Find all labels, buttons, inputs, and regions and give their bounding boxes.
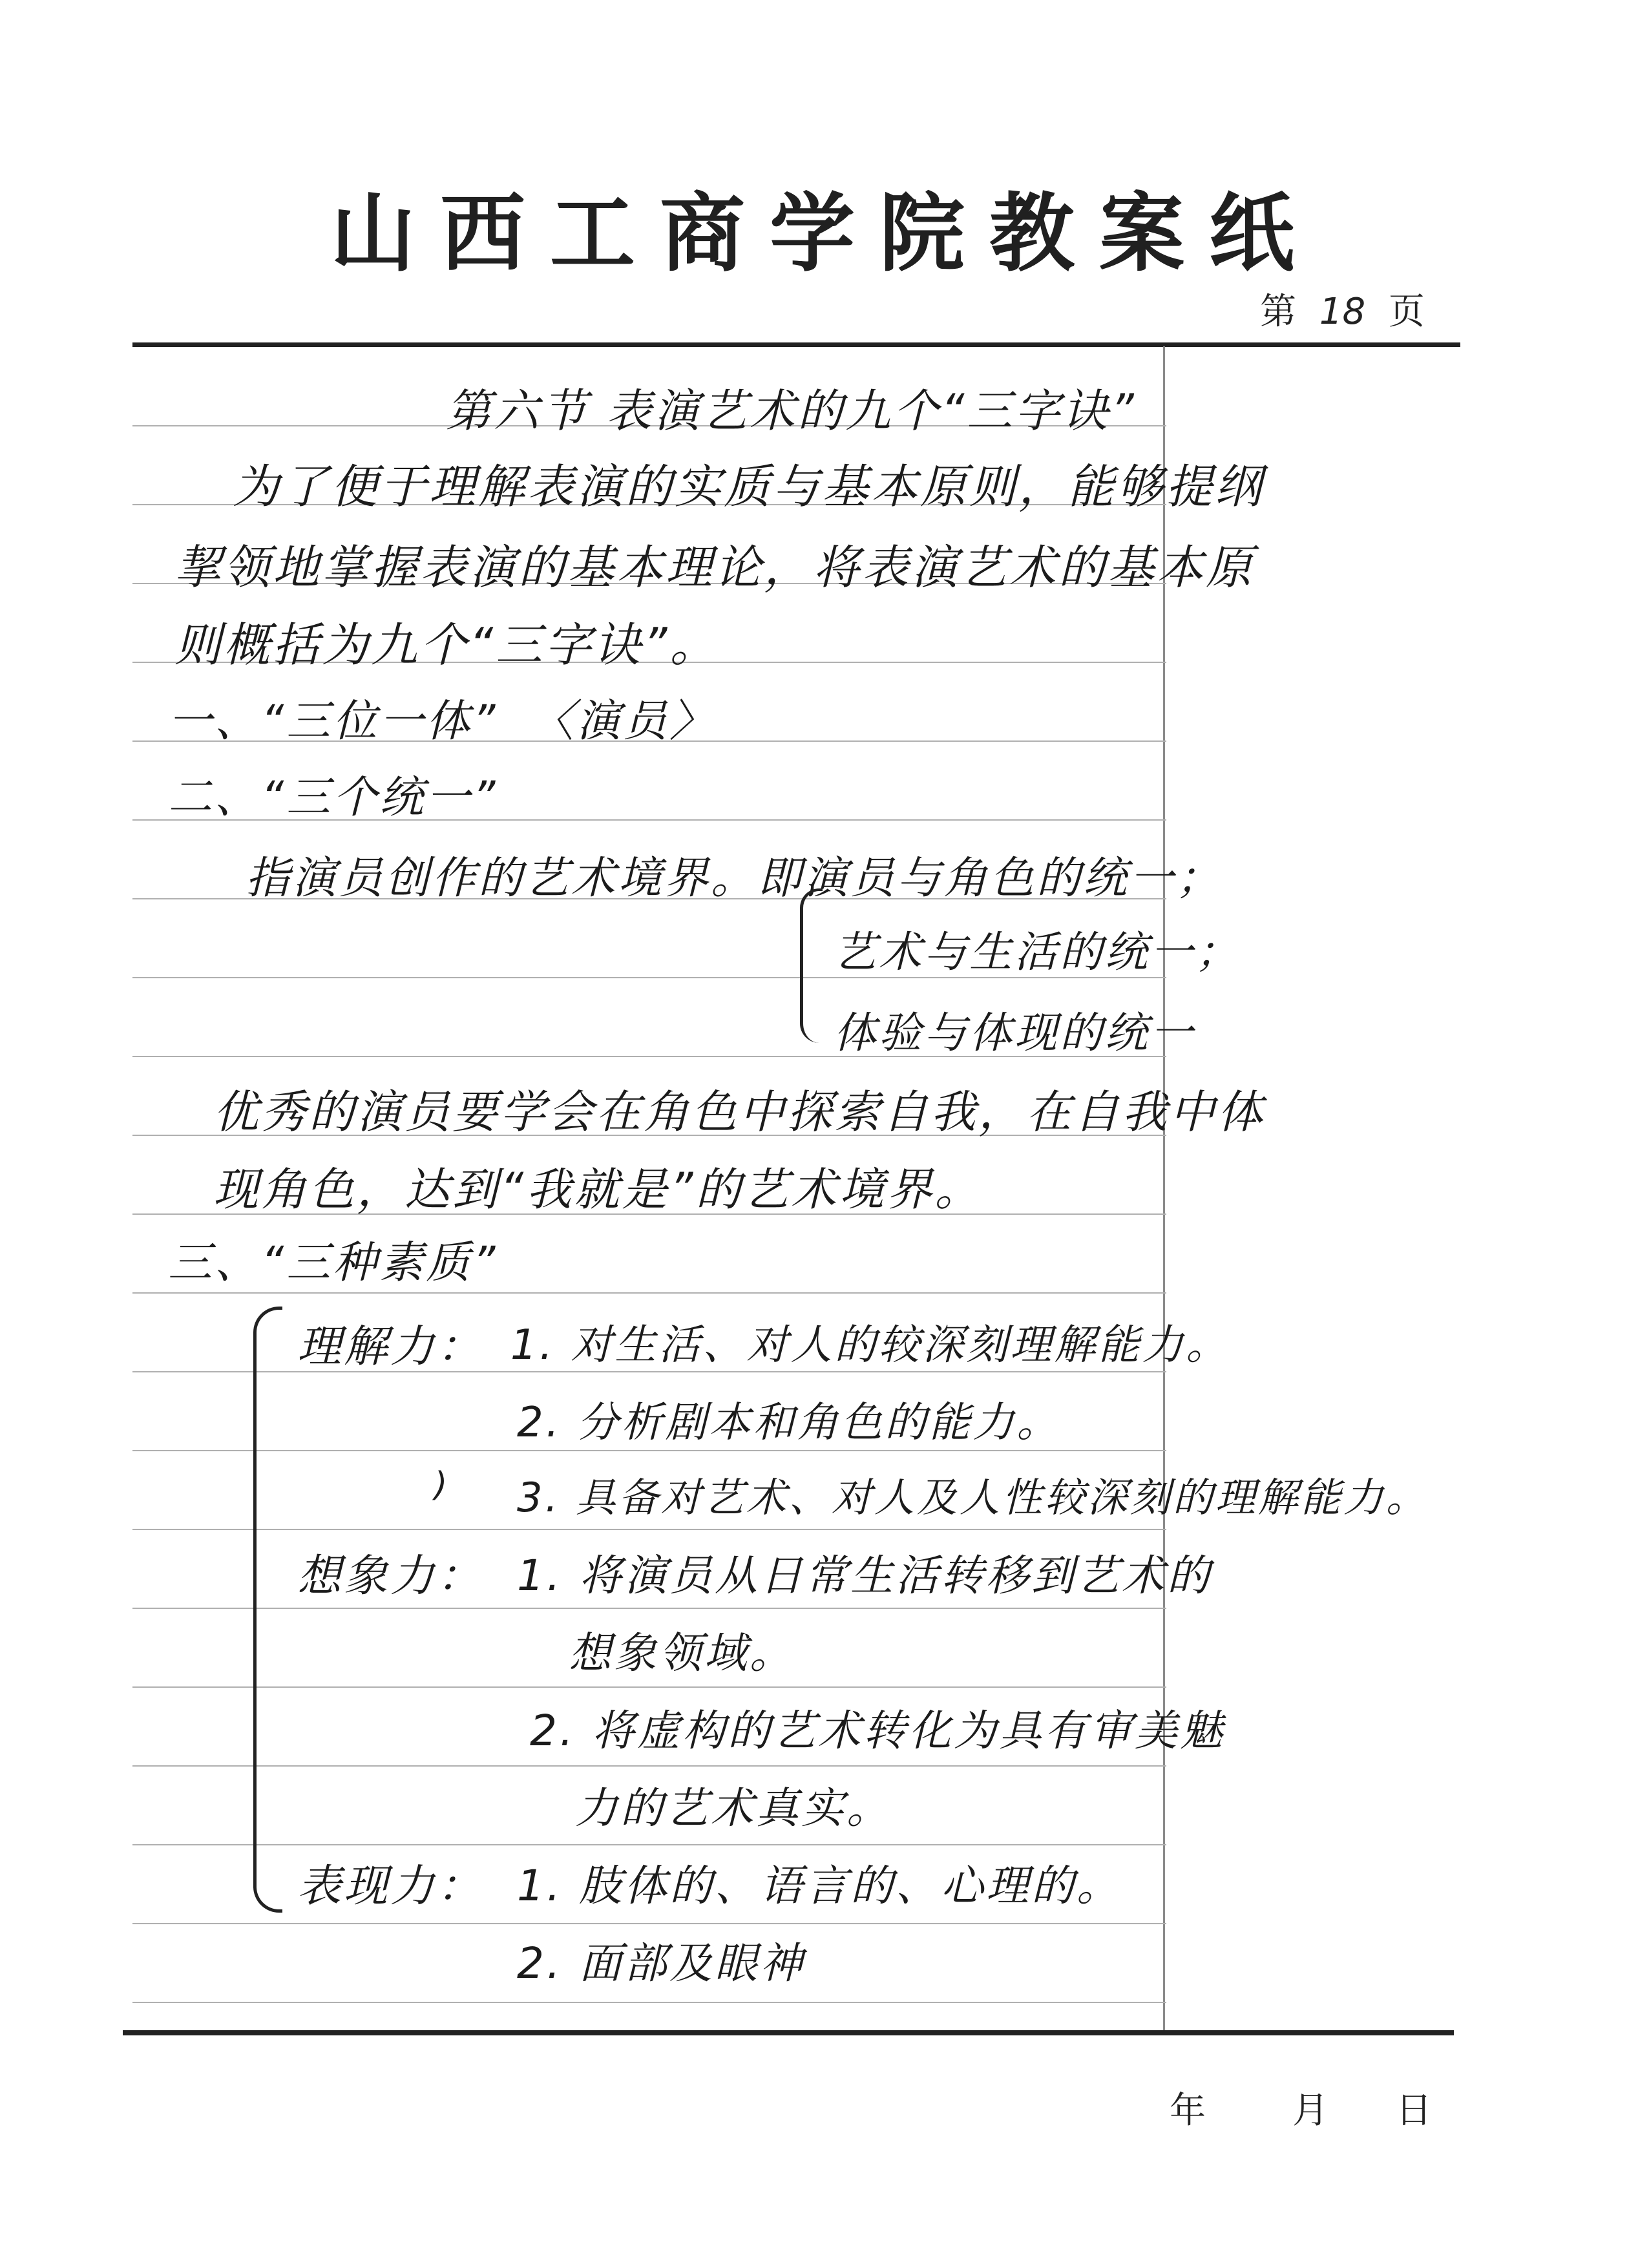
ruled-line	[132, 1292, 1166, 1294]
section-heading: 第六节 表演艺术的九个“三字诀”	[446, 384, 1137, 437]
item-1-note: 〈演员〉	[530, 696, 717, 747]
understanding-point-2: 2. 分析剧本和角色的能力。	[517, 1399, 1061, 1447]
ruled-line	[132, 1686, 1166, 1688]
intro-line-1: 为了便于理解表演的实质与基本原则，能够提纲	[233, 459, 1265, 514]
understanding-mark: )	[434, 1465, 450, 1504]
item-3-label: 三、“三种素质”	[168, 1237, 498, 1288]
item-2-conclusion-2: 现角色，达到“我就是”的艺术境界。	[213, 1163, 983, 1216]
top-rule	[132, 342, 1460, 347]
ruled-line	[132, 1371, 1166, 1372]
bracket-mark	[800, 888, 823, 1043]
understanding-label: 理解力：	[297, 1321, 484, 1372]
ruled-line	[132, 1923, 1166, 1924]
item-2-lead: 指演员创作的艺术境界。即演员与角色的统一；	[246, 853, 1223, 904]
expression-label: 表现力：	[297, 1861, 484, 1912]
bottom-rule	[123, 2030, 1454, 2035]
item-2-label: 二、“三个统一”	[168, 772, 498, 823]
understanding-point-1: 1. 对生活、对人的较深刻理解能力。	[510, 1321, 1230, 1369]
understanding-point-3: 3. 具备对艺术、对人及人性较深刻的理解能力。	[517, 1474, 1429, 1521]
imagination-point-2: 2. 将虚构的艺术转化为具有审美魅	[530, 1706, 1225, 1756]
item-2-conclusion-1: 优秀的演员要学会在角色中探索自我，在自我中体	[213, 1086, 1265, 1139]
date-month-label: 月	[1292, 2090, 1329, 2132]
imagination-point-1-cont: 想象领域。	[569, 1628, 795, 1678]
big-brace-mark	[253, 1307, 282, 1913]
item-1-label: 一、“三位一体”	[168, 696, 498, 747]
intro-line-2: 挈领地掌握表演的基本理论，将表演艺术的基本原	[174, 540, 1255, 594]
ruled-line	[132, 2002, 1166, 2003]
form-title: 山西工商学院教案纸	[330, 184, 1319, 284]
page-label-prefix: 第	[1260, 291, 1296, 333]
item-2-point-2: 体验与体现的统一	[834, 1008, 1195, 1058]
date-year-label: 年	[1170, 2090, 1206, 2132]
ruled-line	[132, 1765, 1166, 1767]
date-day-label: 日	[1396, 2090, 1432, 2132]
item-2-point-1: 艺术与生活的统一；	[834, 927, 1241, 977]
imagination-label: 想象力：	[297, 1551, 484, 1602]
page-label-suffix: 页	[1388, 291, 1425, 333]
page-number-value: 18	[1319, 291, 1366, 333]
imagination-point-2-cont: 力的艺术真实。	[575, 1783, 892, 1833]
expression-point-1: 1. 肢体的、语言的、心理的。	[517, 1861, 1122, 1911]
expression-point-2: 2. 面部及眼神	[517, 1938, 805, 1988]
imagination-point-1: 1. 将演员从日常生活转移到艺术的	[517, 1551, 1212, 1601]
ruled-line	[132, 1529, 1166, 1530]
intro-line-3: 则概括为九个“三字诀”。	[174, 618, 719, 672]
margin-line	[1163, 346, 1165, 2030]
ruled-line	[132, 1450, 1166, 1451]
page-number	[1260, 283, 1425, 335]
ruled-line	[132, 1844, 1166, 1845]
ruled-line	[132, 1608, 1166, 1609]
